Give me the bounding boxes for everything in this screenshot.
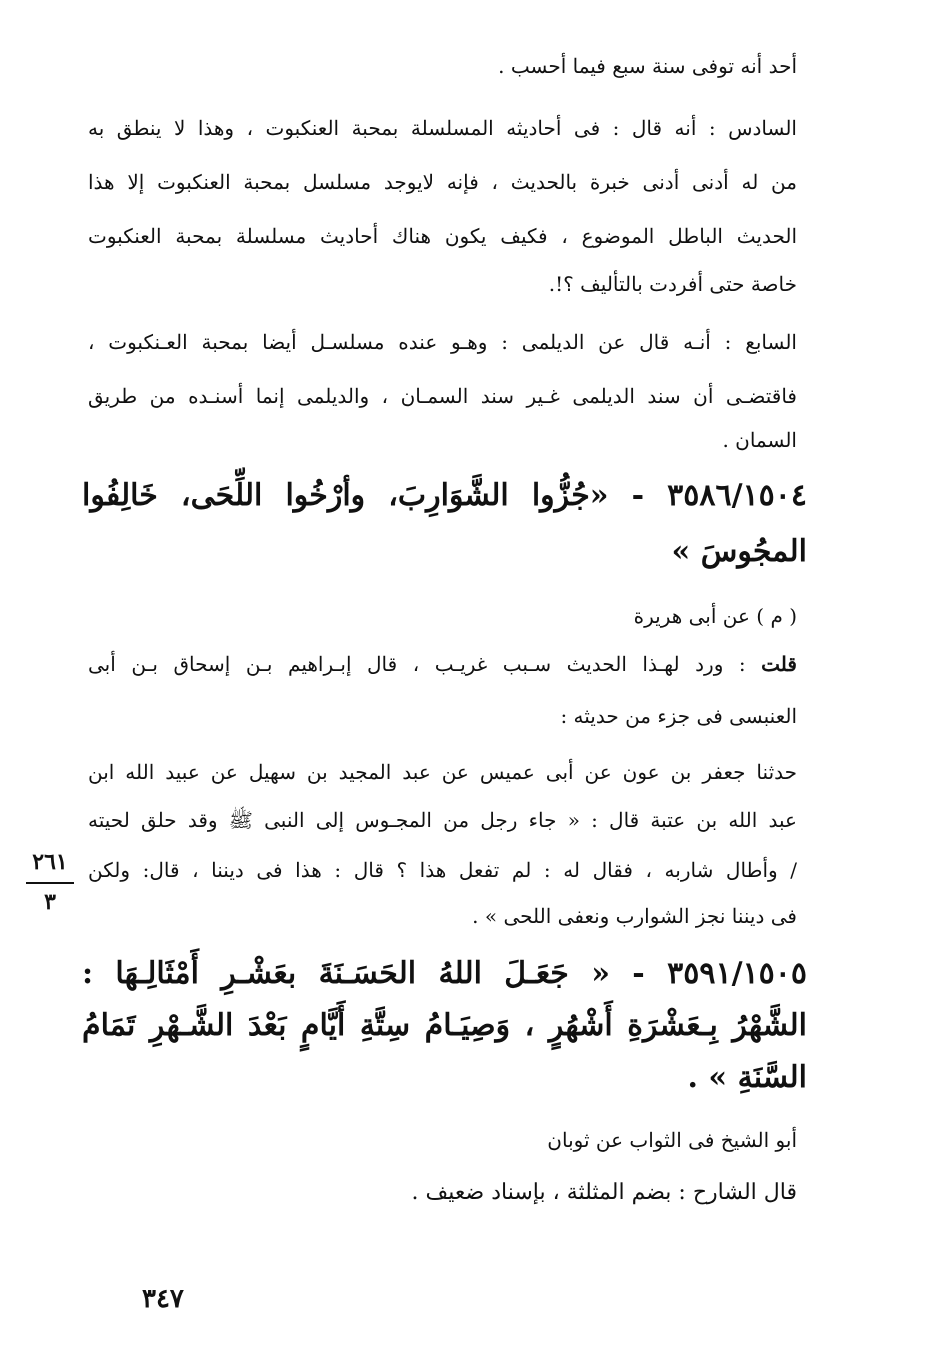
hadith-2-line-2: الشَّهْرُ بِـعَشْرَةِ أَشْهُرٍ ، وَصِيَـامُ سِتَّةِ أَيَّامٍ بَعْدَ الشَّـهْرِ تَمَامُ [82, 1008, 807, 1043]
paragraph-4-line-1: حدثنا جعفر بن عون عن أبى عميس عن عبد المجيد بن سهيل عن عبيد الله ابن [88, 760, 797, 784]
note-line-1-text: : ورد لهـذا الحديث سـبب غريـب ، قال إبـراهيم بـن إسحاق بـن أبى [88, 652, 746, 676]
source-2: أبو الشيخ فى الثواب عن ثوبان [547, 1128, 797, 1152]
note-line-1 [88, 652, 797, 676]
note-line-2: العنبسى فى جزء من حديثه : [560, 704, 797, 728]
paragraph-1-line-1: أحد أنه توفى سنة سبع فيما أحسب . [498, 54, 797, 78]
paragraph-4-line-3: / وأطال شاربه ، فقال له : لم تفعل هذا ؟ قال : هذا فى ديننا ، قال: ولكن [88, 858, 797, 882]
paragraph-2-line-1: السادس : أنه قال : فى أحاديثه المسلسلة بمحبة العنكبوت ، وهذا لا ينطق به [88, 116, 797, 140]
paragraph-3-line-1: السابع : أنـه قال عن الديلمى : وهـو عنده مسلسـل أيضا بمحبة العـنكبوت ، [88, 330, 797, 354]
paragraph-3-line-2: فاقتضـى أن سند الديلمى غـير سند السمـان ، والديلمى إنما أسنـده من طريق [88, 384, 797, 408]
commentary: قال الشارح : بضم المثلثة ، بإسناد ضعيف . [411, 1180, 797, 1205]
paragraph-4-line-4: فى ديننا نجز الشوارب ونعفى اللحى » . [472, 904, 797, 928]
margin-reference-top: ٢٦١ [32, 849, 68, 875]
paragraph-2-line-3: الحديث الباطل الموضوع ، فكيف يكون هناك أحاديث مسلسلة بمحبة العنكبوت [88, 224, 797, 248]
note-label: قلت [761, 652, 797, 676]
margin-reference-bottom: ٣ [44, 889, 56, 915]
margin-reference [22, 848, 78, 916]
source-1: ( م ) عن أبى هريرة [633, 604, 797, 628]
paragraph-2-line-4: خاصة حتى أفردت بالتأليف ؟!. [548, 272, 797, 296]
paragraph-4-line-2: عبد الله بن عتبة قال : « جاء رجل من المجـوس إلى النبى ﷺ وقد حلق لحيته [88, 808, 797, 832]
hadith-1-line-2: المجُوسَ » [671, 534, 807, 569]
hadith-2-line-3: السَّنَةِ » . [687, 1060, 807, 1095]
paragraph-3-line-3: السمان . [722, 428, 797, 452]
paragraph-2-line-2: من له أدنى أدنى خبرة بالحديث ، فإنه لايوجد مسلسل بمحبة العنكبوت إلا هذا [88, 170, 797, 194]
margin-reference-rule [26, 882, 74, 884]
hadith-2-line-1: ٣٥٩١/١٥٠٥ - « جَعَـلَ اللهُ الحَسَـنَةَ بعَشْـرِ أَمْثَالِـهَا : [82, 956, 807, 991]
hadith-1-line-1: ٣٥٨٦/١٥٠٤ - «جُزُّوا الشَّوَارِبَ، وأرْخُوا اللِّحَى، خَالِفُوا [82, 478, 807, 513]
page-number: ٣٤٧ [142, 1284, 184, 1314]
